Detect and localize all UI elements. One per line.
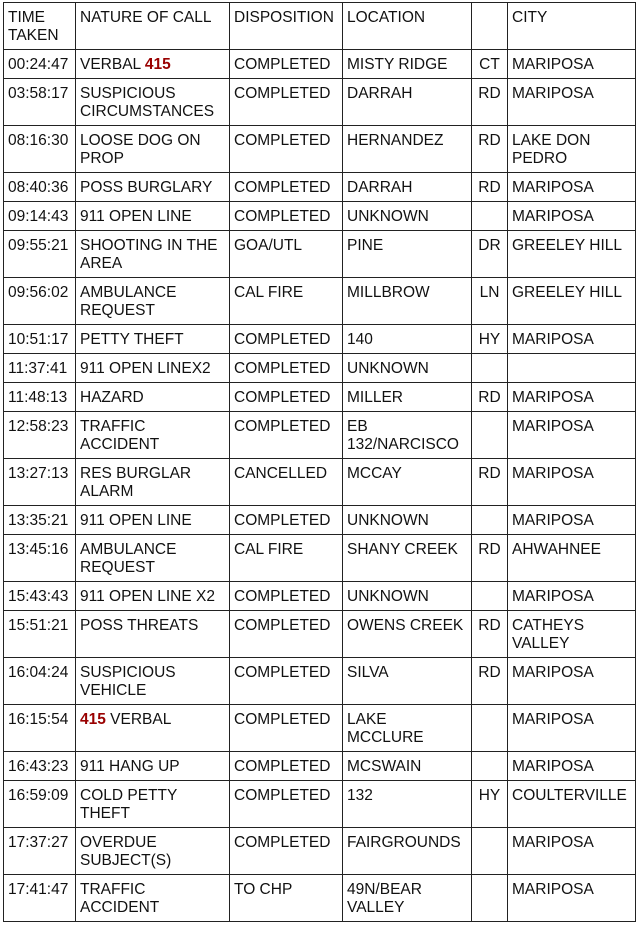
cell-time-taken: 16:59:09 — [4, 781, 76, 828]
cell-disposition: COMPLETED — [230, 354, 343, 383]
cell-street-suffix: HY — [472, 325, 508, 354]
nature-text: AMBULANCE REQUEST — [80, 284, 177, 319]
cell-nature-of-call — [76, 412, 230, 459]
cell-time-taken: 11:37:41 — [4, 354, 76, 383]
table-row — [4, 383, 636, 412]
cell-nature-of-call — [76, 781, 230, 828]
nature-text: HAZARD — [80, 389, 144, 406]
cell-city: MARIPOSA — [508, 705, 636, 752]
penal-code-highlight: 415 — [80, 711, 106, 728]
nature-text: POSS BURGLARY — [80, 179, 213, 196]
table-row — [4, 506, 636, 535]
cell-disposition: COMPLETED — [230, 202, 343, 231]
cell-location: UNKNOWN — [343, 354, 472, 383]
nature-text: TRAFFIC ACCIDENT — [80, 881, 160, 916]
table-row — [4, 781, 636, 828]
cell-time-taken: 17:41:47 — [4, 875, 76, 922]
cell-city: MARIPOSA — [508, 50, 636, 79]
nature-text: POSS THREATS — [80, 617, 199, 634]
table-row — [4, 611, 636, 658]
nature-text: 911 OPEN LINE — [80, 208, 192, 225]
cell-location: HERNANDEZ — [343, 126, 472, 173]
cell-location: SHANY CREEK — [343, 535, 472, 582]
cell-time-taken: 08:16:30 — [4, 126, 76, 173]
cell-nature-of-call — [76, 202, 230, 231]
header-city: CITY — [508, 3, 636, 50]
cell-location: FAIRGROUNDS — [343, 828, 472, 875]
cell-disposition: CAL FIRE — [230, 535, 343, 582]
table-row — [4, 875, 636, 922]
cell-city: AHWAHNEE — [508, 535, 636, 582]
nature-text: TRAFFIC ACCIDENT — [80, 418, 160, 453]
cell-location: 132 — [343, 781, 472, 828]
cell-time-taken: 11:48:13 — [4, 383, 76, 412]
cell-nature-of-call — [76, 459, 230, 506]
cell-street-suffix — [472, 412, 508, 459]
cell-time-taken: 09:56:02 — [4, 278, 76, 325]
cell-city: MARIPOSA — [508, 658, 636, 705]
cell-time-taken: 09:55:21 — [4, 231, 76, 278]
cell-time-taken: 13:35:21 — [4, 506, 76, 535]
cell-city: CATHEYS VALLEY — [508, 611, 636, 658]
cell-disposition: COMPLETED — [230, 658, 343, 705]
nature-text: 911 HANG UP — [80, 758, 180, 775]
table-row — [4, 412, 636, 459]
table-row — [4, 705, 636, 752]
cell-nature-of-call — [76, 535, 230, 582]
cell-street-suffix: RD — [472, 173, 508, 202]
table-row — [4, 231, 636, 278]
cell-disposition: COMPLETED — [230, 325, 343, 354]
cell-disposition: CAL FIRE — [230, 278, 343, 325]
cell-location: EB 132/NARCISCO — [343, 412, 472, 459]
cell-time-taken: 16:15:54 — [4, 705, 76, 752]
table-row — [4, 752, 636, 781]
table-row — [4, 202, 636, 231]
cell-city: MARIPOSA — [508, 325, 636, 354]
nature-text: SHOOTING IN THE AREA — [80, 237, 218, 272]
cell-street-suffix: CT — [472, 50, 508, 79]
call-log-body — [4, 50, 636, 922]
cell-street-suffix: RD — [472, 79, 508, 126]
cell-nature-of-call — [76, 752, 230, 781]
cell-street-suffix: RD — [472, 383, 508, 412]
cell-time-taken: 12:58:23 — [4, 412, 76, 459]
cell-street-suffix — [472, 705, 508, 752]
cell-time-taken: 08:40:36 — [4, 173, 76, 202]
cell-nature-of-call — [76, 383, 230, 412]
table-row — [4, 658, 636, 705]
cell-disposition: COMPLETED — [230, 705, 343, 752]
cell-time-taken: 09:14:43 — [4, 202, 76, 231]
table-row — [4, 325, 636, 354]
cell-time-taken: 16:43:23 — [4, 752, 76, 781]
cell-disposition: COMPLETED — [230, 582, 343, 611]
cell-street-suffix: RD — [472, 126, 508, 173]
cell-location: 140 — [343, 325, 472, 354]
table-row — [4, 79, 636, 126]
cell-disposition: COMPLETED — [230, 173, 343, 202]
cell-street-suffix — [472, 828, 508, 875]
cell-nature-of-call — [76, 658, 230, 705]
cell-city: MARIPOSA — [508, 875, 636, 922]
cell-location: MISTY RIDGE — [343, 50, 472, 79]
nature-text: SUSPICIOUS VEHICLE — [80, 664, 176, 699]
cell-disposition: COMPLETED — [230, 50, 343, 79]
cell-city: MARIPOSA — [508, 828, 636, 875]
call-log-table — [3, 2, 636, 922]
cell-disposition: TO CHP — [230, 875, 343, 922]
nature-text: COLD PETTY THEFT — [80, 787, 178, 822]
cell-time-taken: 03:58:17 — [4, 79, 76, 126]
cell-time-taken: 00:24:47 — [4, 50, 76, 79]
cell-location: LAKE MCCLURE — [343, 705, 472, 752]
cell-location: OWENS CREEK — [343, 611, 472, 658]
cell-disposition: COMPLETED — [230, 412, 343, 459]
table-row — [4, 535, 636, 582]
cell-city: MARIPOSA — [508, 173, 636, 202]
cell-street-suffix — [472, 752, 508, 781]
cell-disposition: COMPLETED — [230, 79, 343, 126]
cell-time-taken: 13:27:13 — [4, 459, 76, 506]
cell-street-suffix: RD — [472, 535, 508, 582]
cell-time-taken: 13:45:16 — [4, 535, 76, 582]
cell-nature-of-call — [76, 325, 230, 354]
cell-disposition: COMPLETED — [230, 126, 343, 173]
cell-city: MARIPOSA — [508, 202, 636, 231]
cell-location: UNKNOWN — [343, 202, 472, 231]
cell-time-taken: 15:51:21 — [4, 611, 76, 658]
cell-city: MARIPOSA — [508, 752, 636, 781]
nature-text: 911 OPEN LINE — [80, 512, 192, 529]
table-row — [4, 126, 636, 173]
cell-nature-of-call — [76, 354, 230, 383]
cell-city: MARIPOSA — [508, 459, 636, 506]
cell-street-suffix: RD — [472, 658, 508, 705]
nature-text: RES BURGLAR ALARM — [80, 465, 192, 500]
nature-text: VERBAL — [80, 56, 145, 73]
cell-street-suffix — [472, 582, 508, 611]
cell-city: GREELEY HILL — [508, 231, 636, 278]
table-row — [4, 354, 636, 383]
cell-nature-of-call — [76, 231, 230, 278]
table-row — [4, 50, 636, 79]
cell-city: MARIPOSA — [508, 582, 636, 611]
header-location: LOCATION — [343, 3, 472, 50]
cell-street-suffix: RD — [472, 611, 508, 658]
cell-time-taken: 17:37:27 — [4, 828, 76, 875]
table-row — [4, 828, 636, 875]
table-row — [4, 173, 636, 202]
header-suffix — [472, 3, 508, 50]
cell-city: MARIPOSA — [508, 412, 636, 459]
cell-city: COULTERVILLE — [508, 781, 636, 828]
cell-location: UNKNOWN — [343, 582, 472, 611]
header-disposition: DISPOSITION — [230, 3, 343, 50]
cell-city: MARIPOSA — [508, 506, 636, 535]
nature-text-suffix: VERBAL — [105, 711, 172, 728]
cell-disposition: COMPLETED — [230, 506, 343, 535]
header-time-taken: TIME TAKEN — [4, 3, 76, 50]
cell-time-taken: 15:43:43 — [4, 582, 76, 611]
cell-street-suffix — [472, 506, 508, 535]
cell-disposition: COMPLETED — [230, 781, 343, 828]
cell-time-taken: 16:04:24 — [4, 658, 76, 705]
cell-nature-of-call — [76, 828, 230, 875]
nature-text: OVERDUE SUBJECT(S) — [80, 834, 172, 869]
cell-disposition: COMPLETED — [230, 828, 343, 875]
cell-disposition: COMPLETED — [230, 611, 343, 658]
cell-location: SILVA — [343, 658, 472, 705]
cell-street-suffix: LN — [472, 278, 508, 325]
nature-text: AMBULANCE REQUEST — [80, 541, 177, 576]
cell-city: MARIPOSA — [508, 383, 636, 412]
cell-city: GREELEY HILL — [508, 278, 636, 325]
cell-city: MARIPOSA — [508, 79, 636, 126]
nature-text: 911 OPEN LINEX2 — [80, 360, 211, 377]
cell-street-suffix: RD — [472, 459, 508, 506]
cell-nature-of-call — [76, 582, 230, 611]
cell-nature-of-call — [76, 875, 230, 922]
table-row — [4, 278, 636, 325]
table-row — [4, 459, 636, 506]
cell-disposition: COMPLETED — [230, 752, 343, 781]
cell-nature-of-call — [76, 79, 230, 126]
cell-nature-of-call — [76, 611, 230, 658]
nature-text: SUSPICIOUS CIRCUMSTANCES — [80, 85, 215, 120]
cell-city — [508, 354, 636, 383]
cell-street-suffix: DR — [472, 231, 508, 278]
cell-location: MILLER — [343, 383, 472, 412]
cell-disposition: GOA/UTL — [230, 231, 343, 278]
cell-nature-of-call — [76, 173, 230, 202]
nature-text: LOOSE DOG ON PROP — [80, 132, 201, 167]
penal-code-highlight: 415 — [144, 56, 171, 73]
cell-nature-of-call — [76, 126, 230, 173]
cell-location: MILLBROW — [343, 278, 472, 325]
cell-street-suffix — [472, 354, 508, 383]
cell-disposition: CANCELLED — [230, 459, 343, 506]
cell-disposition: COMPLETED — [230, 383, 343, 412]
cell-street-suffix — [472, 202, 508, 231]
cell-street-suffix — [472, 875, 508, 922]
cell-nature-of-call — [76, 50, 230, 79]
nature-text: PETTY THEFT — [80, 331, 184, 348]
cell-nature-of-call — [76, 278, 230, 325]
cell-location: DARRAH — [343, 173, 472, 202]
cell-location: UNKNOWN — [343, 506, 472, 535]
nature-text: 911 OPEN LINE X2 — [80, 588, 215, 605]
cell-location: MCCAY — [343, 459, 472, 506]
cell-street-suffix: HY — [472, 781, 508, 828]
cell-nature-of-call — [76, 705, 230, 752]
cell-city: LAKE DON PEDRO — [508, 126, 636, 173]
cell-nature-of-call — [76, 506, 230, 535]
table-row — [4, 582, 636, 611]
cell-location: MCSWAIN — [343, 752, 472, 781]
header-row — [4, 3, 636, 50]
cell-location: 49N/BEAR VALLEY — [343, 875, 472, 922]
cell-location: DARRAH — [343, 79, 472, 126]
header-nature-of-call: NATURE OF CALL — [76, 3, 230, 50]
cell-time-taken: 10:51:17 — [4, 325, 76, 354]
cell-location: PINE — [343, 231, 472, 278]
